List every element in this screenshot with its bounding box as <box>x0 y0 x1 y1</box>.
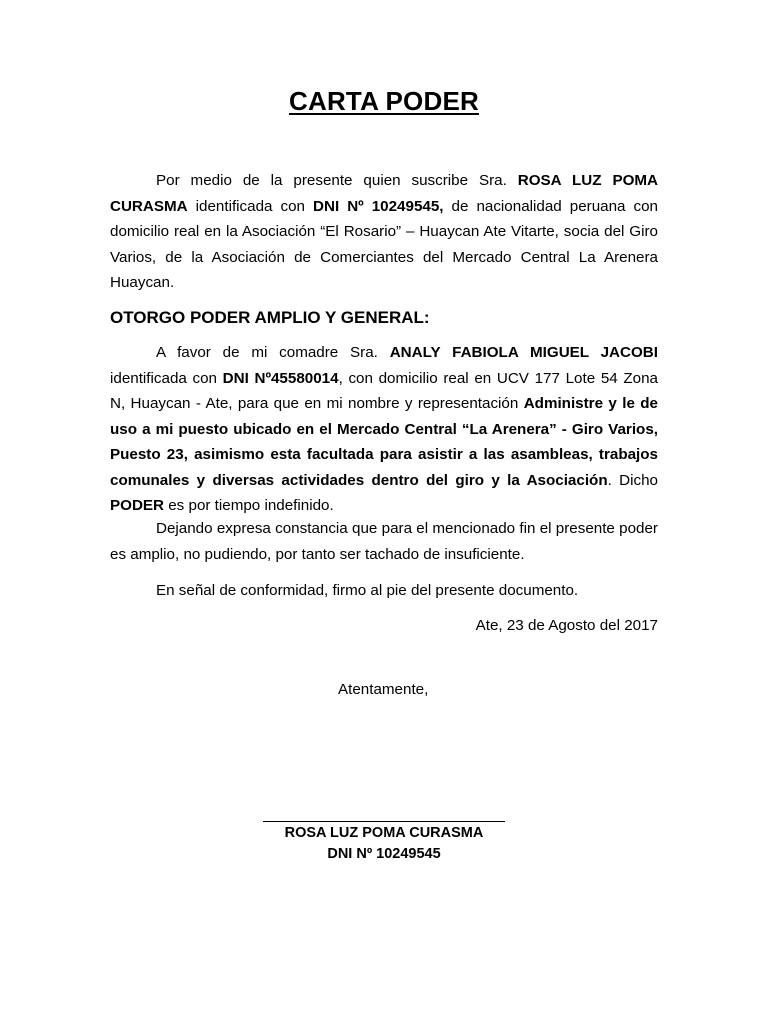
closing-salutation: Atentamente, <box>338 681 429 698</box>
grant-paragraph <box>110 340 658 519</box>
grant-powers: Administre y le de uso a mi puesto ubicado en el Mercado Central “La Arenera” - Giro Varios, Puesto 23, asimismo esta facultada para asistir a las asambleas, trabajos comunales y diversas actividades dentro del giro y la Asociación <box>110 395 658 489</box>
grant-text-1: A favor de mi comadre Sra. <box>156 344 390 361</box>
date-line: Ate, 23 de Agosto del 2017 <box>475 617 658 634</box>
grant-text-5: es por tiempo indefinido. <box>164 497 334 514</box>
constancy-paragraph: Dejando expresa constancia que para el mencionado fin el presente poder es amplio, no pudiendo, por tanto ser tachado de insuficiente. <box>110 520 658 563</box>
signature-block <box>263 823 505 865</box>
signatory-dni: DNI Nº 10249545 <box>327 846 441 862</box>
grant-text-2: identificada con <box>110 369 223 387</box>
intro-text-3: de nacionalidad peruana con domicilio real en la Asociación “El Rosario” – Huaycan Ate Vitarte, socia del Giro Varios, de la Asociación de Comerciantes del Mercado Central La Arenera Huaycan. <box>110 197 658 291</box>
intro-paragraph <box>110 168 658 296</box>
intro-text-2: identificada con <box>187 197 314 215</box>
document-title: CARTA PODER <box>289 86 479 116</box>
signature-line <box>263 821 505 822</box>
grantor-name: ROSA LUZ POMA CURASMA <box>110 172 659 215</box>
section-heading: OTORGO PODER AMPLIO Y GENERAL: <box>110 308 430 327</box>
signatory-name: ROSA LUZ POMA CURASMA <box>284 825 484 841</box>
grantor-dni: DNI Nº 10249545, <box>313 197 444 215</box>
grant-text-3: , con domicilio real en UCV 177 Lote 54 Zona N, Huaycan - Ate, para que en mi nombre y representación <box>110 369 658 412</box>
grantee-dni: DNI Nº45580014 <box>222 369 339 387</box>
conformity-paragraph: En señal de conformidad, firmo al pie del presente documento. <box>156 582 579 599</box>
intro-text-1: Por medio de la presente quien suscribe Sra. <box>156 172 518 189</box>
grantee-name: ANALY FABIOLA MIGUEL JACOBI <box>389 344 658 361</box>
grant-text-4: . Dicho <box>607 471 658 489</box>
poder-word: PODER <box>110 497 165 514</box>
